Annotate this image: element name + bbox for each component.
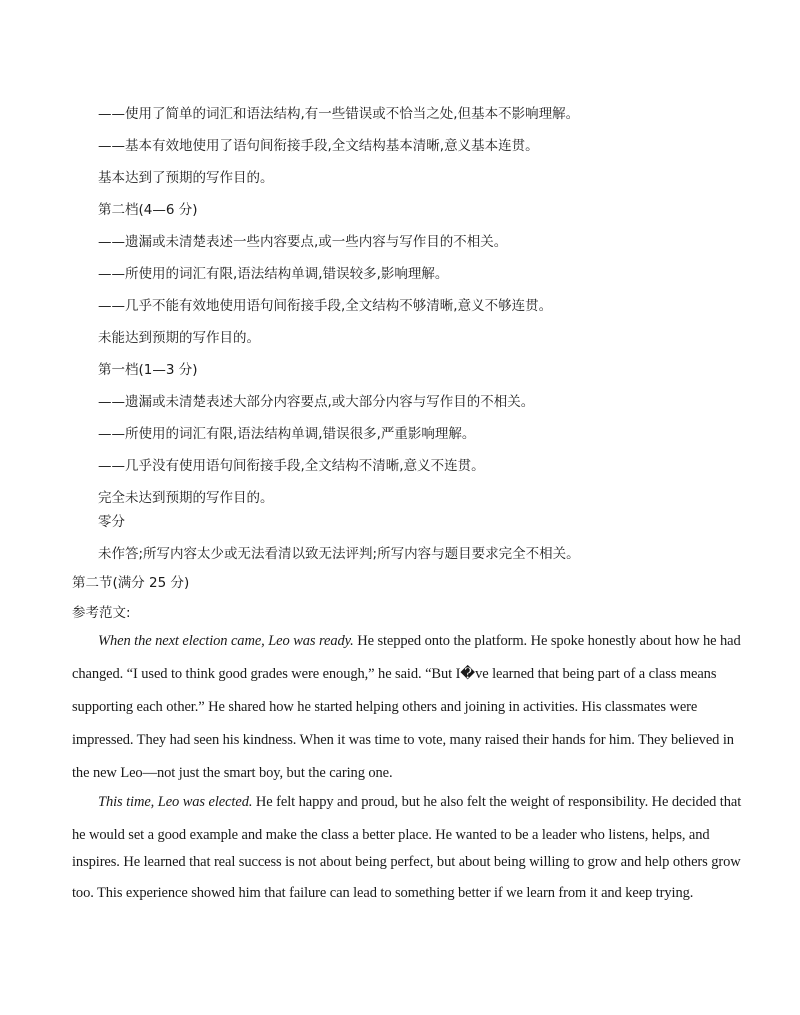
essay-line: changed. “I used to think good grades were enough,” he said. “But I�ve learned that being part of a class means bbox=[72, 666, 717, 682]
essay-line: he would set a good example and make the class a better place. He wanted to be a leader who listens, helps, and bbox=[72, 827, 710, 843]
criteria-line: ——所使用的词汇有限,语法结构单调,错误很多,严重影响理解。 bbox=[98, 426, 476, 442]
criteria-conclusion: 未能达到预期的写作目的。 bbox=[98, 330, 260, 346]
essay-lead-sentence: This time, Leo was elected. bbox=[98, 794, 253, 810]
zero-text: 未作答;所写内容太少或无法看清以致无法评判;所写内容与题目要求完全不相关。 bbox=[98, 546, 580, 562]
essay-line bbox=[72, 793, 742, 811]
criteria-line: ——所使用的词汇有限,语法结构单调,错误较多,影响理解。 bbox=[98, 266, 449, 282]
essay-lead-sentence: When the next election came, Leo was ready. bbox=[98, 633, 354, 649]
section2-heading: 第二节(满分 25 分) bbox=[72, 575, 190, 591]
criteria-line: ——使用了简单的词汇和语法结构,有一些错误或不恰当之处,但基本不影响理解。 bbox=[98, 106, 580, 122]
criteria-line: ——几乎不能有效地使用语句间衔接手段,全文结构不够清晰,意义不够连贯。 bbox=[98, 298, 553, 314]
criteria-line: ——遗漏或未清楚表述大部分内容要点,或大部分内容与写作目的不相关。 bbox=[98, 394, 535, 410]
essay-text: He felt happy and proud, but he also felt the weight of responsibility. He decided that bbox=[252, 794, 742, 810]
essay-line: the new Leo—not just the smart boy, but the caring one. bbox=[72, 765, 393, 781]
essay-line: supporting each other.” He shared how he started helping others and joining in activities. His classmates were bbox=[72, 699, 698, 715]
band1-heading: 第一档(1—3 分) bbox=[98, 362, 198, 378]
criteria-line: ——遗漏或未清楚表述一些内容要点,或一些内容与写作目的不相关。 bbox=[98, 234, 508, 250]
essay-line: too. This experience showed him that failure can lead to something better if we learn from it and keep trying. bbox=[72, 885, 694, 901]
criteria-line: ——基本有效地使用了语句间衔接手段,全文结构基本清晰,意义基本连贯。 bbox=[98, 138, 539, 154]
sample-essay-label: 参考范文: bbox=[72, 605, 131, 621]
essay-line: inspires. He learned that real success is not about being perfect, but about being willing to grow and help others grow bbox=[72, 854, 741, 870]
essay-line bbox=[72, 632, 741, 650]
criteria-line: ——几乎没有使用语句间衔接手段,全文结构不清晰,意义不连贯。 bbox=[98, 458, 485, 474]
essay-text: He stepped onto the platform. He spoke honestly about how he had bbox=[353, 633, 741, 649]
essay-line: impressed. They had seen his kindness. When it was time to vote, many raised their hands for him. They believed in bbox=[72, 732, 734, 748]
band2-heading: 第二档(4—6 分) bbox=[98, 202, 198, 218]
criteria-conclusion: 基本达到了预期的写作目的。 bbox=[98, 170, 274, 186]
criteria-conclusion: 完全未达到预期的写作目的。 bbox=[98, 490, 274, 506]
zero-heading: 零分 bbox=[98, 514, 125, 530]
